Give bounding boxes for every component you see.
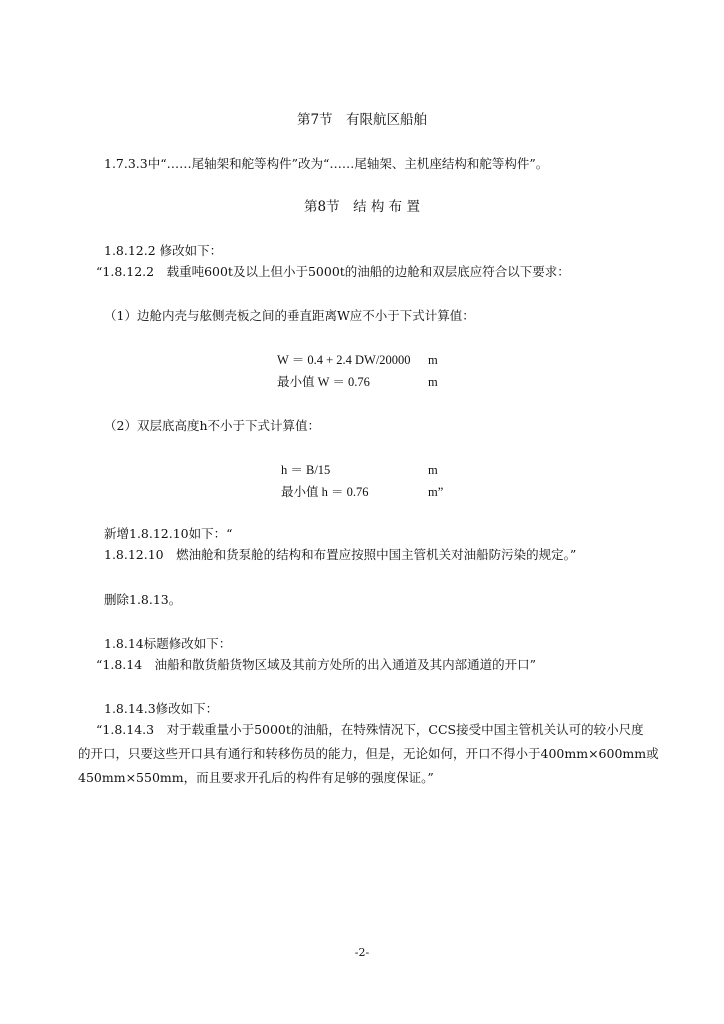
modification-18143-intro: 1.8.14.3修改如下： xyxy=(104,701,219,716)
formula-w-min-unit: m xyxy=(428,375,438,389)
title-1814-intro: 1.8.14标题修改如下： xyxy=(104,636,232,651)
modification-18143-line-3: 450mm×550mm，而且要求开孔后的构件有足够的强度保证。” xyxy=(78,770,434,785)
formula-w xyxy=(277,352,411,368)
requirement-item-1: （1）边舱内壳与舷侧壳板之间的垂直距离W应不小于下式计算值： xyxy=(104,308,475,323)
new-181210-intro: 新增1.8.12.10如下：“ xyxy=(104,526,233,541)
modification-18143-line-1: “1.8.14.3 对于载重量小于5000t的油船，在特殊情况下，CCS接受中国主管机关认可的较小尺度 xyxy=(96,722,644,737)
paragraph-1733: 1.7.3.3中“……尾轴架和舵等构件”改为“……尾轴架、主机座结构和舵等构件”。 xyxy=(104,156,549,171)
title-1814-text: “1.8.14 油船和散货船货物区域及其前方处所的出入通道及其内部通道的开口” xyxy=(96,657,537,672)
section-7-heading: 第7节 有限航区船舶 xyxy=(296,112,428,128)
requirement-item-2: （2）双层底高度h不小于下式计算值： xyxy=(104,418,321,433)
new-181210-text: 1.8.12.10 燃油舱和货泵舱的结构和布置应按照中国主管机关对油船防污染的规定。” xyxy=(104,547,577,562)
section-8-heading: 第8节 结 构 布 置 xyxy=(304,199,420,215)
delete-1813: 删除1.8.13。 xyxy=(104,592,182,607)
formula-h-min-unit: m” xyxy=(428,485,444,499)
modification-18122-text: “1.8.12.2 载重吨600t及以上但小于5000t的油船的边舱和双层底应符合以下要求： xyxy=(96,264,570,279)
modification-18143-line-2: 的开口，只要这些开口具有通行和转移伤员的能力，但是，无论如何，开口不得小于400mm×600mm或 xyxy=(78,746,659,761)
formula-w-min: 最小值 W ＝ 0.76 xyxy=(277,375,370,389)
modification-18122-intro: 1.8.12.2 修改如下： xyxy=(104,243,223,258)
formula-w-expression: W ＝ 0.4 + 2.4 DW/20000 xyxy=(277,353,411,367)
formula-w-unit: m xyxy=(428,353,438,367)
page-number: -2- xyxy=(354,946,370,959)
formula-h: h ＝ B/15 xyxy=(281,463,331,477)
formula-h-min: 最小值 h ＝ 0.76 xyxy=(281,485,369,499)
formula-h-unit: m xyxy=(428,463,438,477)
